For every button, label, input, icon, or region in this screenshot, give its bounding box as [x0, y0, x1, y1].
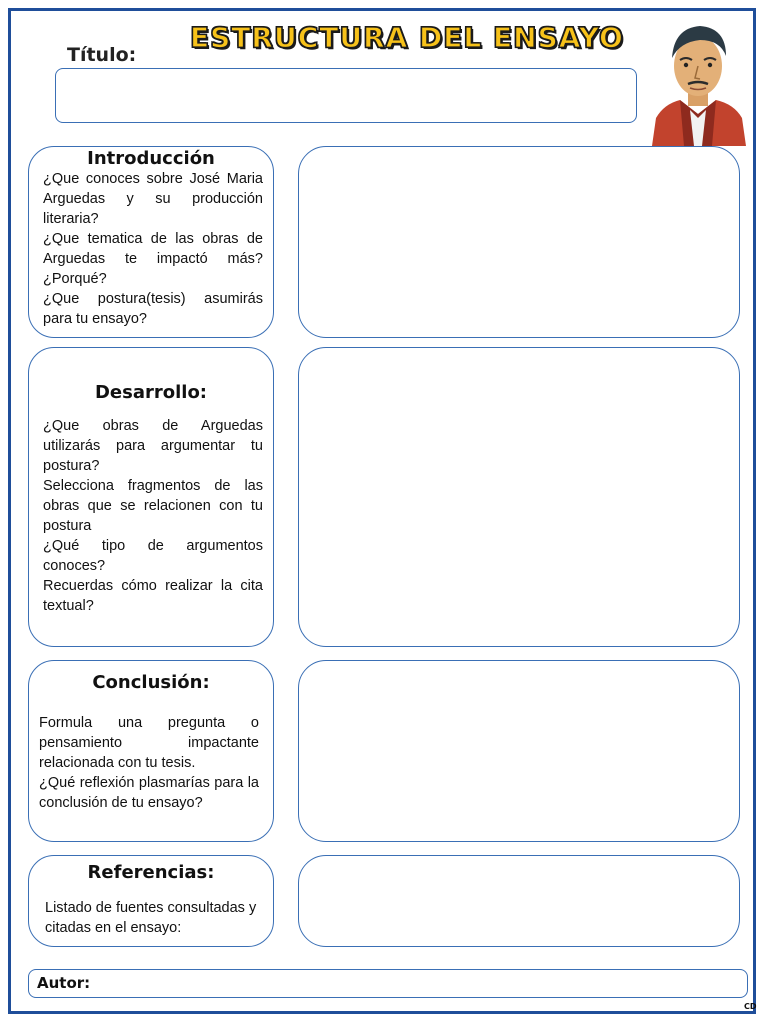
page-title: ESTRUCTURA DEL ENSAYO: [190, 21, 624, 54]
autor-input-box[interactable]: [28, 969, 748, 998]
referencias-prompt-box: [28, 855, 274, 947]
conclusion-line: Formula una pregunta o pensamiento impactante relacionada con tu tesis.: [39, 715, 259, 771]
desarrollo-line: ¿Que obras de Arguedas utilizarás para argumentar tu postura?: [43, 418, 263, 474]
desarrollo-line: ¿Qué tipo de argumentos conoces?: [43, 538, 263, 574]
referencias-answer-box[interactable]: [298, 855, 740, 947]
intro-line: ¿Que tematica de las obras de Arguedas te impactó más? ¿Porqué?: [43, 231, 263, 287]
desarrollo-heading: Desarrollo:: [94, 382, 208, 403]
intro-line: ¿Que postura(tesis) asumirás para tu ensayo?: [43, 291, 263, 327]
desarrollo-prompt-box: [28, 347, 274, 647]
conclusion-prompt-box: [28, 660, 274, 842]
intro-line: ¿Que conoces sobre José Maria Arguedas y su producción literaria?: [43, 171, 263, 227]
intro-heading: Introducción: [87, 148, 215, 169]
desarrollo-answer-box[interactable]: [298, 347, 740, 647]
intro-answer-box[interactable]: [298, 146, 740, 338]
autor-label: Autor:: [37, 974, 91, 992]
referencias-text: [45, 898, 259, 938]
intro-text: [43, 169, 263, 329]
conclusion-line: ¿Qué reflexión plasmarías para la conclusión de tu ensayo?: [39, 775, 259, 811]
referencias-heading: Referencias:: [87, 862, 215, 883]
portrait-illustration-icon: [650, 18, 746, 146]
desarrollo-line: Selecciona fragmentos de las obras que se relacionen con tu postura: [43, 478, 263, 534]
intro-prompt-box: [28, 146, 274, 338]
cd-mark: CD: [744, 1002, 757, 1011]
titulo-label: Título:: [67, 44, 137, 66]
titulo-input-box[interactable]: [55, 68, 637, 123]
conclusion-answer-box[interactable]: [298, 660, 740, 842]
desarrollo-line: Recuerdas cómo realizar la cita textual?: [43, 578, 263, 614]
conclusion-heading: Conclusión:: [92, 672, 210, 693]
desarrollo-text: [43, 416, 263, 616]
referencias-line: Listado de fuentes consultadas y citadas en el ensayo:: [45, 900, 257, 936]
conclusion-text: [39, 713, 259, 813]
